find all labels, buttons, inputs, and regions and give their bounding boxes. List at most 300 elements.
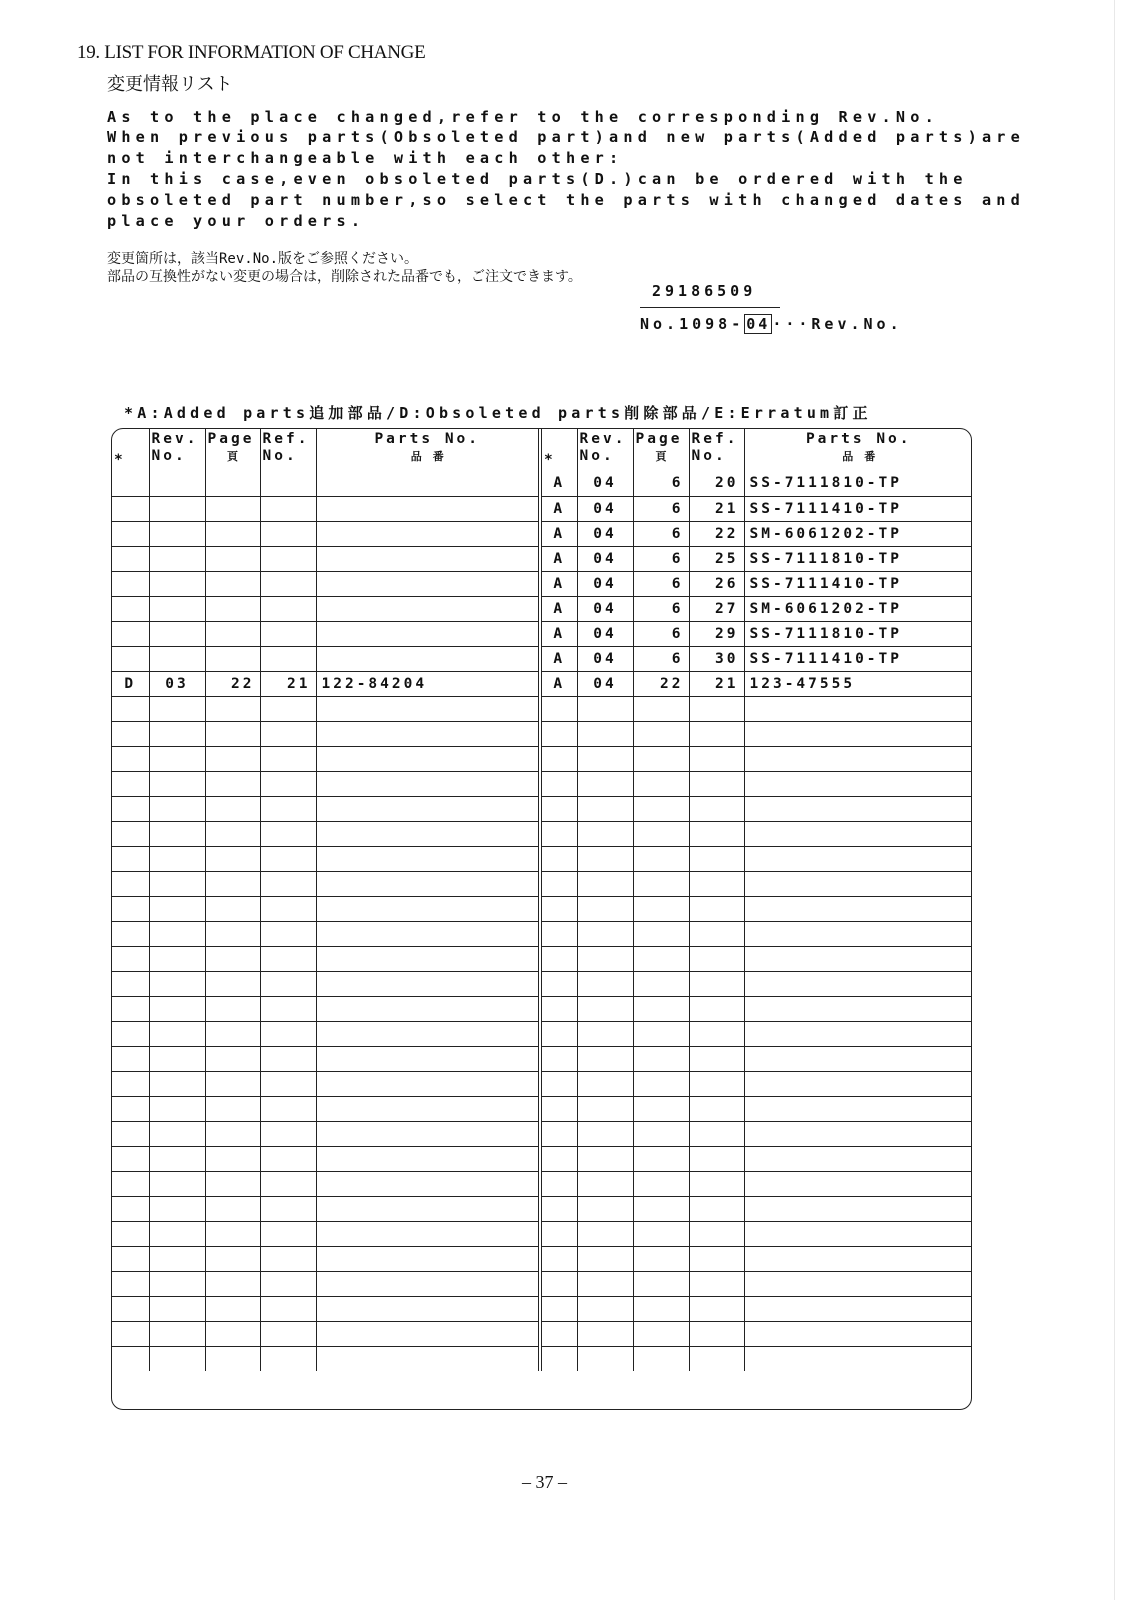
right-mark-cell [540,796,577,821]
right-page-cell [633,1096,689,1121]
right-page-cell: 6 [633,571,689,596]
header-parts-no: Parts No. 品 番 [805,431,912,463]
right-page-cell: 6 [633,496,689,521]
right-part-cell [744,1296,972,1321]
left-part-cell [316,746,540,771]
right-ref-cell [689,946,744,971]
right-rev-cell [577,1196,633,1221]
table-row [112,1071,972,1096]
left-part-cell [316,571,540,596]
left-rev-cell [149,821,205,846]
right-mark-cell [540,696,577,721]
left-ref-cell [260,1296,316,1321]
table-row [112,621,972,646]
right-ref-cell: 22 [689,521,744,546]
left-rev-cell [149,496,205,521]
revision-prefix: No.1098- [640,315,745,333]
right-page-cell [633,1221,689,1246]
right-rev-cell [577,1046,633,1071]
table-row [112,571,972,596]
left-part-cell [316,646,540,671]
right-page-cell [633,946,689,971]
right-part-cell [744,796,972,821]
right-part-cell: SM-6061202-TP [744,521,972,546]
header-ref: Ref. No. [260,429,316,471]
table-row [112,846,972,871]
right-rev-cell [577,1171,633,1196]
right-rev-cell [577,1346,633,1371]
left-ref-cell [260,471,316,496]
left-part-cell [316,1171,540,1196]
page-number: – 37 – [522,1472,567,1492]
left-part-cell [316,846,540,871]
left-page-cell [205,1121,260,1146]
left-mark-cell [112,1046,149,1071]
right-mark-cell [540,1046,577,1071]
right-page-cell [633,746,689,771]
right-ref-cell [689,1271,744,1296]
right-page-cell [633,1321,689,1346]
right-part-cell [744,971,972,996]
revision-suffix: ···Rev.No. [772,315,903,333]
left-mark-cell [112,996,149,1021]
left-rev-cell [149,471,205,496]
table-row [112,471,972,496]
left-page-cell [205,971,260,996]
left-part-cell [316,721,540,746]
table-row [112,596,972,621]
table-row [112,1171,972,1196]
left-mark-cell [112,471,149,496]
right-mark-cell: A [540,646,577,671]
left-part-cell [316,471,540,496]
table-row [112,696,972,721]
left-mark-cell [112,496,149,521]
left-page-cell [205,821,260,846]
table-row [112,771,972,796]
right-page-cell [633,1146,689,1171]
right-part-cell [744,1021,972,1046]
left-rev-cell [149,521,205,546]
right-page-cell [633,1246,689,1271]
left-mark-cell [112,546,149,571]
right-page-cell [633,871,689,896]
left-mark-cell [112,796,149,821]
header-star: * [540,429,577,471]
left-mark-cell [112,646,149,671]
table-body [112,471,972,1371]
right-rev-cell [577,1321,633,1346]
header-rev: Rev. No. [149,429,205,471]
left-ref-cell [260,1346,316,1371]
left-page-cell [205,496,260,521]
right-mark-cell [540,1171,577,1196]
right-ref-cell [689,1221,744,1246]
right-page-cell [633,1296,689,1321]
right-ref-cell [689,1096,744,1121]
left-rev-cell [149,1346,205,1371]
right-ref-cell: 20 [689,471,744,496]
left-ref-cell [260,921,316,946]
right-mark-cell: A [540,621,577,646]
right-part-cell [744,696,972,721]
left-part-cell: 122-84204 [316,671,540,696]
left-rev-cell [149,571,205,596]
left-page-cell [205,871,260,896]
left-part-cell [316,821,540,846]
right-page-cell: 6 [633,621,689,646]
left-ref-cell [260,1246,316,1271]
right-part-cell: SM-6061202-TP [744,596,972,621]
right-rev-cell [577,1096,633,1121]
right-rev-cell [577,1121,633,1146]
right-rev-cell [577,1021,633,1046]
left-page-cell: 22 [205,671,260,696]
right-part-cell [744,1271,972,1296]
table-row [112,896,972,921]
right-rev-cell [577,796,633,821]
left-page-cell [205,696,260,721]
left-ref-cell [260,1021,316,1046]
right-mark-cell [540,871,577,896]
right-page-cell [633,1071,689,1096]
left-rev-cell [149,1071,205,1096]
right-part-cell [744,1096,972,1121]
left-rev-cell [149,1196,205,1221]
right-part-cell [744,871,972,896]
right-mark-cell: A [540,596,577,621]
table-header [112,429,972,471]
table-row [112,1246,972,1271]
left-ref-cell [260,821,316,846]
left-mark-cell [112,1221,149,1246]
right-part-cell: SS-7111410-TP [744,571,972,596]
left-rev-cell [149,1146,205,1171]
right-page-cell: 22 [633,671,689,696]
right-page-cell [633,896,689,921]
right-page-cell [633,1346,689,1371]
left-rev-cell [149,896,205,921]
left-page-cell [205,646,260,671]
instruction-line-en: In this case,even obsoleted parts(D.)can be ordered with the [107,170,968,188]
table-row [112,546,972,571]
table-row [112,871,972,896]
change-table-frame [111,428,972,1410]
left-page-cell [205,1296,260,1321]
right-ref-cell: 26 [689,571,744,596]
right-part-cell [744,1046,972,1071]
right-rev-cell: 04 [577,621,633,646]
right-part-cell: SS-7111410-TP [744,646,972,671]
right-mark-cell [540,1146,577,1171]
left-mark-cell [112,1021,149,1046]
instruction-line-en: When previous parts(Obsoleted part)and new parts(Added parts)are [107,128,1025,146]
right-rev-cell: 04 [577,471,633,496]
right-mark-cell: A [540,546,577,571]
left-ref-cell [260,771,316,796]
left-page-cell [205,571,260,596]
left-ref-cell [260,1271,316,1296]
left-rev-cell [149,796,205,821]
right-mark-cell [540,946,577,971]
left-part-cell [316,596,540,621]
right-part-cell: SS-7111810-TP [744,621,972,646]
table-row [112,521,972,546]
right-rev-cell: 04 [577,546,633,571]
right-mark-cell [540,721,577,746]
table-row [112,1321,972,1346]
left-part-cell [316,1021,540,1046]
left-ref-cell [260,1096,316,1121]
scan-edge-line [1114,0,1115,1600]
left-rev-cell [149,871,205,896]
right-mark-cell [540,996,577,1021]
table-row [112,821,972,846]
right-part-cell [744,1146,972,1171]
left-ref-cell [260,746,316,771]
right-part-cell [744,996,972,1021]
table-row [112,1121,972,1146]
instruction-line-jp: 変更箇所は，該当Rev.No.版をご参照ください。 [107,251,418,267]
change-table [112,429,972,1371]
right-mark-cell [540,1246,577,1271]
right-page-cell [633,1046,689,1071]
right-rev-cell [577,1296,633,1321]
left-mark-cell [112,1171,149,1196]
left-page-cell [205,1246,260,1271]
left-part-cell [316,1121,540,1146]
left-page-cell [205,1346,260,1371]
right-mark-cell: A [540,671,577,696]
right-part-cell: SS-7111810-TP [744,546,972,571]
right-mark-cell [540,1021,577,1046]
right-ref-cell [689,871,744,896]
left-part-cell [316,546,540,571]
right-page-cell [633,821,689,846]
right-page-cell [633,796,689,821]
left-page-cell [205,921,260,946]
right-mark-cell: A [540,496,577,521]
right-mark-cell [540,1071,577,1096]
left-part-cell [316,1246,540,1271]
right-ref-cell [689,1296,744,1321]
right-rev-cell [577,1246,633,1271]
left-rev-cell [149,696,205,721]
right-ref-cell [689,721,744,746]
left-rev-cell [149,546,205,571]
left-mark-cell [112,1246,149,1271]
right-part-cell [744,1246,972,1271]
left-part-cell [316,1346,540,1371]
right-part-cell: SS-7111810-TP [744,471,972,496]
left-ref-cell [260,971,316,996]
header-page: Page 頁 [633,429,689,471]
left-mark-cell [112,1296,149,1321]
right-part-cell [744,1321,972,1346]
left-ref-cell [260,996,316,1021]
right-rev-cell: 04 [577,496,633,521]
right-ref-cell: 21 [689,496,744,521]
table-row [112,646,972,671]
right-ref-cell [689,796,744,821]
right-mark-cell [540,771,577,796]
left-ref-cell [260,1121,316,1146]
left-ref-cell [260,1221,316,1246]
left-mark-cell [112,846,149,871]
right-part-cell [744,846,972,871]
right-page-cell [633,996,689,1021]
document-code-rule [640,307,780,308]
right-ref-cell [689,846,744,871]
left-page-cell [205,1046,260,1071]
right-page-cell [633,771,689,796]
right-mark-cell: A [540,521,577,546]
left-mark-cell [112,1196,149,1221]
left-mark-cell [112,696,149,721]
right-rev-cell [577,896,633,921]
left-mark-cell [112,871,149,896]
left-ref-cell [260,646,316,671]
section-subtitle-jp: 変更情報リスト [107,74,233,94]
table-row [112,1021,972,1046]
right-rev-cell [577,921,633,946]
left-ref-cell [260,571,316,596]
right-part-cell [744,771,972,796]
right-part-cell [744,946,972,971]
left-part-cell [316,871,540,896]
right-mark-cell: A [540,571,577,596]
left-part-cell [316,1296,540,1321]
section-title: 19. LIST FOR INFORMATION OF CHANGE [77,42,426,63]
left-ref-cell [260,1321,316,1346]
right-ref-cell [689,821,744,846]
right-ref-cell [689,1046,744,1071]
left-mark-cell [112,571,149,596]
left-part-cell [316,996,540,1021]
right-mark-cell: A [540,471,577,496]
left-ref-cell [260,621,316,646]
right-mark-cell [540,1271,577,1296]
right-rev-cell [577,821,633,846]
right-ref-cell [689,1021,744,1046]
left-ref-cell [260,1071,316,1096]
right-mark-cell [540,846,577,871]
header-ref: Ref. No. [689,429,744,471]
right-page-cell [633,1121,689,1146]
left-rev-cell [149,971,205,996]
instruction-line-jp: 部品の互換性がない変更の場合は，削除された品番でも，ご注文できます。 [107,269,582,285]
right-part-cell [744,1221,972,1246]
right-ref-cell [689,1321,744,1346]
left-page-cell [205,521,260,546]
right-ref-cell [689,996,744,1021]
table-row [112,946,972,971]
revision-number-box: 04 [746,315,771,333]
right-rev-cell [577,846,633,871]
left-mark-cell [112,521,149,546]
left-ref-cell [260,596,316,621]
right-rev-cell [577,971,633,996]
left-rev-cell [149,721,205,746]
left-page-cell [205,946,260,971]
left-page-cell [205,1321,260,1346]
right-part-cell [744,1071,972,1096]
left-part-cell [316,971,540,996]
left-part-cell [316,521,540,546]
table-row [112,996,972,1021]
left-part-cell [316,796,540,821]
left-ref-cell: 21 [260,671,316,696]
right-ref-cell: 29 [689,621,744,646]
right-mark-cell [540,1296,577,1321]
right-part-cell [744,821,972,846]
left-rev-cell [149,1321,205,1346]
change-legend: *A:Added parts追加部品/D:Obsoleted parts削除部品/E:Erratum訂正 [124,404,872,422]
right-rev-cell [577,996,633,1021]
right-page-cell: 6 [633,596,689,621]
table-row [112,1271,972,1296]
right-ref-cell [689,696,744,721]
table-row [112,921,972,946]
left-part-cell [316,1071,540,1096]
left-rev-cell [149,996,205,1021]
right-page-cell [633,696,689,721]
left-ref-cell [260,946,316,971]
left-page-cell [205,796,260,821]
left-page-cell [205,771,260,796]
left-page-cell [205,471,260,496]
left-rev-cell [149,746,205,771]
left-mark-cell [112,621,149,646]
right-mark-cell [540,921,577,946]
right-rev-cell: 04 [577,671,633,696]
right-page-cell [633,846,689,871]
left-mark-cell: D [112,671,149,696]
right-ref-cell [689,1346,744,1371]
left-page-cell [205,1196,260,1221]
left-rev-cell [149,596,205,621]
right-ref-cell: 30 [689,646,744,671]
table-row [112,721,972,746]
table-row [112,1296,972,1321]
left-mark-cell [112,1121,149,1146]
table-row [112,671,972,696]
right-part-cell [744,746,972,771]
left-ref-cell [260,496,316,521]
left-rev-cell [149,1021,205,1046]
left-part-cell [316,1321,540,1346]
left-page-cell [205,846,260,871]
left-page-cell [205,721,260,746]
left-rev-cell [149,1271,205,1296]
right-ref-cell: 25 [689,546,744,571]
table-row [112,746,972,771]
right-page-cell [633,921,689,946]
left-rev-cell [149,1121,205,1146]
right-ref-cell [689,1196,744,1221]
left-part-cell [316,1146,540,1171]
right-rev-cell [577,946,633,971]
right-page-cell [633,1196,689,1221]
left-mark-cell [112,821,149,846]
document-code: 29186509 [652,282,757,300]
header-rev: Rev. No. [577,429,633,471]
left-page-cell [205,996,260,1021]
left-rev-cell [149,1096,205,1121]
left-ref-cell [260,696,316,721]
right-ref-cell [689,1146,744,1171]
instruction-line-en: obsoleted part number,so select the parts with changed dates and [107,191,1025,209]
